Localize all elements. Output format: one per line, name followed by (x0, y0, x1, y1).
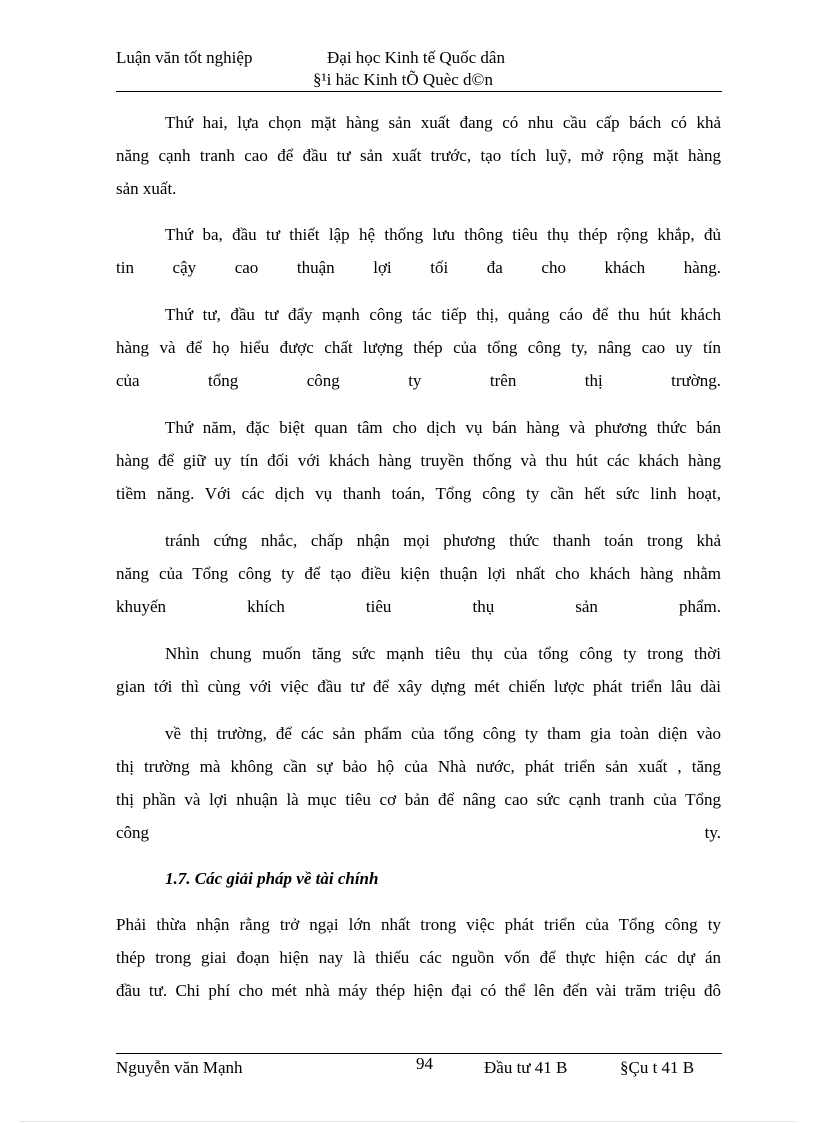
paragraph-2 (116, 224, 721, 290)
text-line: Thứ tư, đầu tư đẩy mạnh công tác tiếp thị, quảng cáo để thu hút khách (165, 305, 721, 324)
paragraph-3 (116, 304, 721, 403)
page-number: 94 (416, 1054, 433, 1073)
paragraph-6 (116, 643, 721, 709)
header-university-legacy: §¹i häc Kinh tÕ Quèc d©n (313, 70, 493, 89)
text-line: về thị trường, để các sản phẩm của tổng công ty tham gia toàn diện vào (165, 724, 721, 743)
text-line: tiềm năng. Với các dịch vụ thanh toán, Tổng công ty cần hết sức linh hoạt, (116, 484, 721, 503)
text-line: gian tới thì cùng với việc đầu tư để xây dựng mét chiến lược phát triển lâu dài (116, 677, 721, 696)
text-line: Thứ năm, đặc biệt quan tâm cho dịch vụ bán hàng và phương thức bán (165, 418, 721, 437)
text-line: công ty. (116, 823, 721, 842)
text-line: Phải thừa nhận rằng trở ngại lớn nhất trong việc phát triển của Tổng công ty (116, 915, 721, 934)
text-line: hàng để giữ uy tín đối với khách hàng truyền thống và thu hút các khách hàng (116, 451, 721, 470)
text-line: hàng và để họ hiểu được chất lượng thép của tổng công ty, nâng cao uy tín (116, 338, 721, 357)
text-line: Thứ hai, lựa chọn mặt hàng sản xuất đang có nhu cầu cấp bách có khả (165, 113, 721, 132)
text-line: thị phần và lợi nhuận là mục tiêu cơ bản để nâng cao sức cạnh tranh của Tổng (116, 790, 721, 809)
text-line: năng cạnh tranh cao để đầu tư sản xuất trước, tạo tích luỹ, mở rộng mặt hàng (116, 146, 721, 165)
text-line: thép trong giai đoạn hiện nay là thiếu các nguồn vốn để thực hiện các dự án (116, 948, 721, 967)
text-line: thị trường mà không cần sự bảo hộ của Nhà nước, phát triển sản xuất , tăng (116, 757, 721, 776)
footer-author: Nguyễn văn Mạnh (116, 1058, 243, 1077)
text-line: Thứ ba, đầu tư thiết lập hệ thống lưu thông tiêu thụ thép rộng khắp, đủ (165, 225, 721, 244)
paragraph-5 (116, 530, 721, 629)
text-line: khuyến khích tiêu thụ sản phẩm. (116, 597, 721, 616)
text-line: đầu tư. Chi phí cho mét nhà máy thép hiện đại có thể lên đến vài trăm triệu đô (116, 981, 721, 1000)
paragraph-8 (116, 914, 721, 1013)
text-line: của tổng công ty trên thị trường. (116, 371, 721, 390)
paragraph-1 (116, 112, 721, 211)
text-line: Nhìn chung muốn tăng sức mạnh tiêu thụ của tổng công ty trong thời (165, 644, 721, 663)
text-line: sản xuất. (116, 179, 177, 198)
paragraph-7 (116, 723, 721, 855)
text-line: tin cậy cao thuận lợi tối đa cho khách hàng. (116, 258, 721, 277)
text-line: năng của Tổng công ty để tạo điều kiện thuận lợi nhất cho khách hàng nhằm (116, 564, 721, 583)
footer-class-legacy: §Çu t 41 B (620, 1058, 695, 1077)
section-heading: 1.7. Các giải pháp về tài chính (165, 869, 379, 888)
header-university: Đại học Kinh tế Quốc dân (327, 48, 505, 67)
page-edge-divider (20, 1121, 796, 1122)
header-rule (116, 91, 722, 92)
header-thesis-label: Luận văn tốt nghiệp (116, 48, 253, 67)
paragraph-4 (116, 417, 721, 516)
text-line: tránh cứng nhắc, chấp nhận mọi phương thức thanh toán trong khả (165, 531, 721, 550)
footer-class: Đầu tư 41 B (484, 1058, 568, 1077)
